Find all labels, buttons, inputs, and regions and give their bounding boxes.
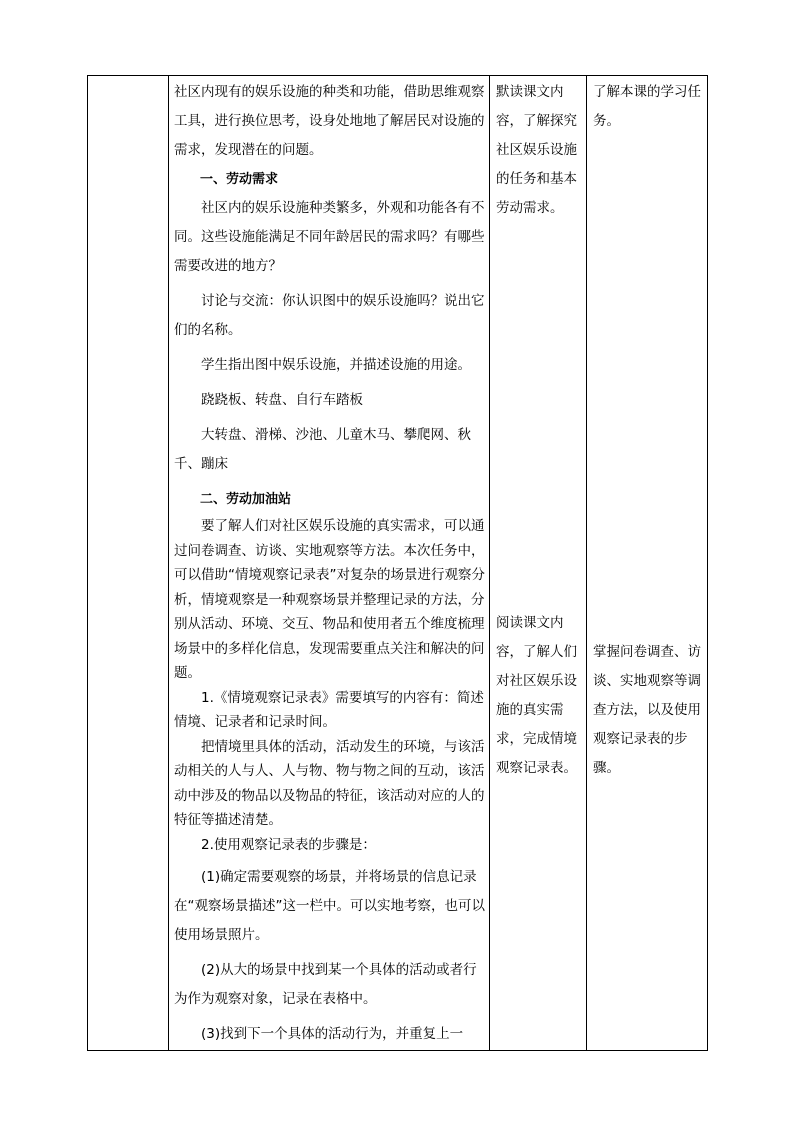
student-task-text: 学生指出图中娱乐设施，并描述设施的用途。 (201, 357, 471, 373)
student-activity-cell (490, 76, 587, 1051)
discussion-text: 讨论与交流：你认识图中的娱乐设施吗？说出它们的名称。 (174, 293, 485, 338)
step-1-text: (1)确定需要观察的场景，并将场景的信息记录在“观察场景描述”这一栏中。可以实地考察，也可以使用场景照片。 (174, 869, 485, 943)
facilities-list-2: 大转盘、滑梯、沙池、儿童木马、攀爬网、秋千、蹦床 (174, 427, 471, 472)
stage-cell (88, 76, 169, 1051)
lesson-plan-table (87, 75, 708, 1051)
design-intent-block-1: 了解本课的学习任务。 (593, 84, 701, 129)
section-2-heading: 二、劳动加油站 (200, 492, 292, 507)
point-1-text: 1.《情境观察记录表》需要填写的内容有：简述情境、记录者和记录时间。 (174, 689, 484, 730)
step-3-text: (3)找到下一个具体的活动行为，并重复上一 (201, 1026, 464, 1042)
point-2-text: 2.使用观察记录表的步骤是： (201, 836, 376, 853)
point-1-detail: 把情境里具体的活动，活动发生的环境，与该活动相关的人与人、人与物、物与物之间的互动，该活动中涉及的物品以及物品的特征，该活动对应的人的特征等描述清楚。 (174, 738, 485, 828)
section-1-heading: 一、劳动需求 (200, 172, 279, 187)
student-activity-block-1: 默读课文内容，了解探究社区娱乐设施的任务和基本劳动需求。 (496, 84, 577, 216)
student-activity-block-2: 阅读课文内容，了解人们对社区娱乐设施的真实需求，完成情境观察记录表。 (496, 615, 577, 776)
step-2-text: (2)从大的场景中找到某一个具体的活动或者行为作为观察对象，记录在表格中。 (174, 962, 477, 1007)
table-row (88, 76, 708, 1051)
design-intent-cell (587, 76, 708, 1051)
intro-text: 社区内现有的娱乐设施的种类和功能，借助思维观察工具，进行换位思考，设身处地地了解居民对设施的需求，发现潜在的问题。 (174, 84, 485, 158)
teaching-process-cell (169, 76, 490, 1051)
facilities-list-1: 跷跷板、转盘、自行车踏板 (201, 392, 363, 408)
section-1-paragraph: 社区内的娱乐设施种类繁多，外观和功能各有不同。这些设施能满足不同年龄居民的需求吗？有哪些需要改进的地方？ (174, 200, 485, 274)
section-2-paragraph: 要了解人们对社区娱乐设施的真实需求，可以通过问卷调查、访谈、实地观察等方法。本次任务中，可以借助“情境观察记录表”对复杂的场景进行观察分析，情境观察是一种观察场景并整理记录的方法，分别从活动、环境、交互、物品和使用者五个维度梳理场景中的多样化信息，发现需要重点关注和解决的问题。 (174, 518, 485, 681)
design-intent-block-2: 掌握问卷调查、访谈、实地观察等调查方法，以及使用观察记录表的步骤。 (593, 644, 701, 776)
